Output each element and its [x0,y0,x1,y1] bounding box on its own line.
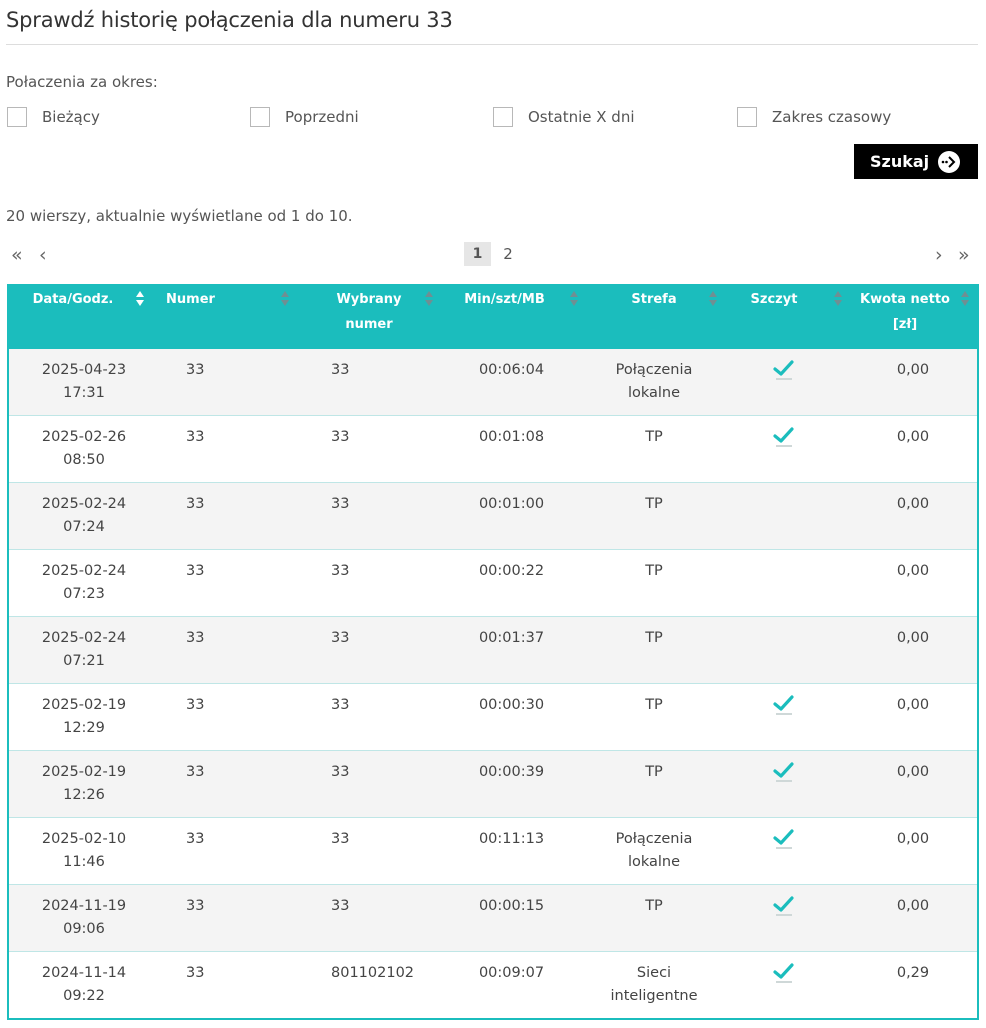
cell-zone: Połączenia lokalne [615,831,693,870]
checkbox-last-x-days[interactable] [493,107,513,127]
pagination-first[interactable]: « [11,244,23,266]
cell-peak [719,818,849,884]
cell-peak [719,885,849,951]
checkbox-current[interactable] [7,107,27,127]
cell-number: 33 [186,697,205,713]
table-row [9,483,977,550]
cell-duration: 00:00:39 [478,764,545,780]
sort-icon[interactable] [136,291,144,309]
period-option-label: Poprzedni [285,108,359,126]
pagination-prev[interactable]: ‹ [39,244,47,266]
title-divider [6,44,978,45]
column-header-dialed-number[interactable] [304,286,434,349]
search-button[interactable] [854,144,978,179]
cell-dialed-number: 33 [331,697,350,713]
cell-dialed-number: 801102102 [331,965,415,981]
cell-duration: 00:00:15 [478,898,545,914]
table-header [9,286,977,349]
cell-amount: 0,00 [896,898,930,914]
cell-datetime: 2025-02-26 08:50 [41,429,127,468]
cell-dialed-number: 33 [331,429,350,445]
column-header-label: Wybrany [336,292,402,307]
pagination-next[interactable]: › [935,244,943,266]
cell-amount: 0,00 [896,697,930,713]
cell-peak [719,483,849,549]
cell-amount: 0,00 [896,362,930,378]
cell-zone: TP [645,630,663,646]
cell-peak [719,550,849,616]
cell-number: 33 [186,496,205,512]
cell-amount: 0,00 [896,563,930,579]
table-row [9,617,977,684]
pagination-page-2[interactable]: 2 [503,245,513,263]
cell-peak [719,684,849,750]
cell-duration: 00:01:08 [478,429,545,445]
cell-datetime: 2025-02-19 12:26 [41,764,127,803]
page-title: Sprawdź historię połączenia dla numeru 33 [6,8,453,32]
column-header-label-line2: [zł] [892,317,918,332]
check-icon [773,962,795,984]
check-icon [773,426,795,448]
cell-amount: 0,00 [896,831,930,847]
cell-amount: 0,00 [896,630,930,646]
cell-zone: TP [645,764,663,780]
cell-dialed-number: 33 [331,362,350,378]
check-icon [773,359,795,381]
column-header-label: Numer [166,292,215,307]
cell-duration: 00:01:00 [478,496,545,512]
pagination-last[interactable]: » [958,244,970,266]
search-button-label: Szukaj [870,152,930,171]
cell-dialed-number: 33 [331,496,350,512]
cell-dialed-number: 33 [331,764,350,780]
arrow-right-icon [938,151,960,173]
cell-number: 33 [186,831,205,847]
period-option-last-x-days[interactable] [493,105,635,129]
column-header-label: Strefa [631,292,677,307]
period-option-label: Bieżący [42,108,100,126]
rows-info: 20 wierszy, aktualnie wyświetlane od 1 do 10. [6,207,353,225]
pagination-page-1[interactable]: 1 [464,242,491,266]
cell-peak [719,952,849,1019]
sort-icon[interactable] [961,291,969,309]
cell-amount: 0,00 [896,429,930,445]
cell-number: 33 [186,362,205,378]
column-header-amount[interactable] [849,286,977,349]
check-icon [773,895,795,917]
cell-dialed-number: 33 [331,563,350,579]
cell-datetime: 2025-04-23 17:31 [41,362,127,401]
cell-number: 33 [186,630,205,646]
period-option-current[interactable] [7,105,100,129]
column-header-label: Min/szt/MB [464,292,545,307]
period-option-label: Ostatnie X dni [528,108,635,126]
column-header-zone[interactable] [589,286,719,349]
sort-icon[interactable] [709,291,717,309]
sort-icon[interactable] [570,291,578,309]
sort-icon[interactable] [281,291,289,309]
cell-zone: Połączenia lokalne [615,362,693,401]
cell-amount: 0,29 [896,965,930,981]
cell-duration: 00:09:07 [478,965,545,981]
period-option-date-range[interactable] [737,105,891,129]
column-header-label: Kwota netto [860,292,950,307]
cell-dialed-number: 33 [331,630,350,646]
column-header-datetime[interactable] [9,286,159,349]
cell-datetime: 2025-02-19 12:29 [41,697,127,736]
cell-datetime: 2025-02-24 07:21 [41,630,127,669]
cell-zone: TP [645,563,663,579]
cell-datetime: 2025-02-24 07:24 [41,496,127,535]
cell-zone: TP [645,697,663,713]
column-header-label: Szczyt [750,292,798,307]
table-row [9,885,977,952]
cell-datetime: 2024-11-14 09:22 [41,965,127,1004]
cell-dialed-number: 33 [331,831,350,847]
cell-peak [719,416,849,482]
column-header-label-line2: numer [345,317,393,332]
period-option-label: Zakres czasowy [772,108,892,126]
period-label: Połaczenia za okres: [6,73,158,91]
checkbox-previous[interactable] [250,107,270,127]
sort-icon[interactable] [834,291,842,309]
cell-duration: 00:11:13 [478,831,545,847]
period-option-previous[interactable] [250,105,359,129]
calls-table [7,284,979,1020]
cell-peak [719,617,849,683]
table-row [9,952,977,1019]
table-row [9,349,977,416]
column-header-duration[interactable] [434,286,589,349]
cell-amount: 0,00 [896,764,930,780]
cell-dialed-number: 33 [331,898,350,914]
cell-number: 33 [186,429,205,445]
cell-duration: 00:01:37 [478,630,545,646]
cell-zone: TP [645,496,663,512]
cell-datetime: 2025-02-10 11:46 [41,831,127,870]
table-row [9,684,977,751]
cell-duration: 00:00:22 [478,563,545,579]
check-icon [773,761,795,783]
cell-number: 33 [186,764,205,780]
cell-zone: TP [645,429,663,445]
cell-number: 33 [186,965,205,981]
column-header-number[interactable] [159,286,304,349]
cell-duration: 00:00:30 [478,697,545,713]
cell-datetime: 2025-02-24 07:23 [41,563,127,602]
table-row [9,416,977,483]
check-icon [773,828,795,850]
cell-zone: TP [645,898,663,914]
sort-icon[interactable] [425,291,433,309]
cell-zone: Sieci inteligentne [610,965,698,1004]
column-header-label: Data/Godz. [32,292,114,307]
cell-duration: 00:06:04 [478,362,545,378]
column-header-peak[interactable] [719,286,849,349]
cell-number: 33 [186,898,205,914]
check-icon [773,694,795,716]
cell-number: 33 [186,563,205,579]
cell-peak [719,349,849,415]
table-row [9,550,977,617]
checkbox-date-range[interactable] [737,107,757,127]
cell-datetime: 2024-11-19 09:06 [41,898,127,937]
table-row [9,751,977,818]
cell-peak [719,751,849,817]
table-row [9,818,977,885]
cell-amount: 0,00 [896,496,930,512]
